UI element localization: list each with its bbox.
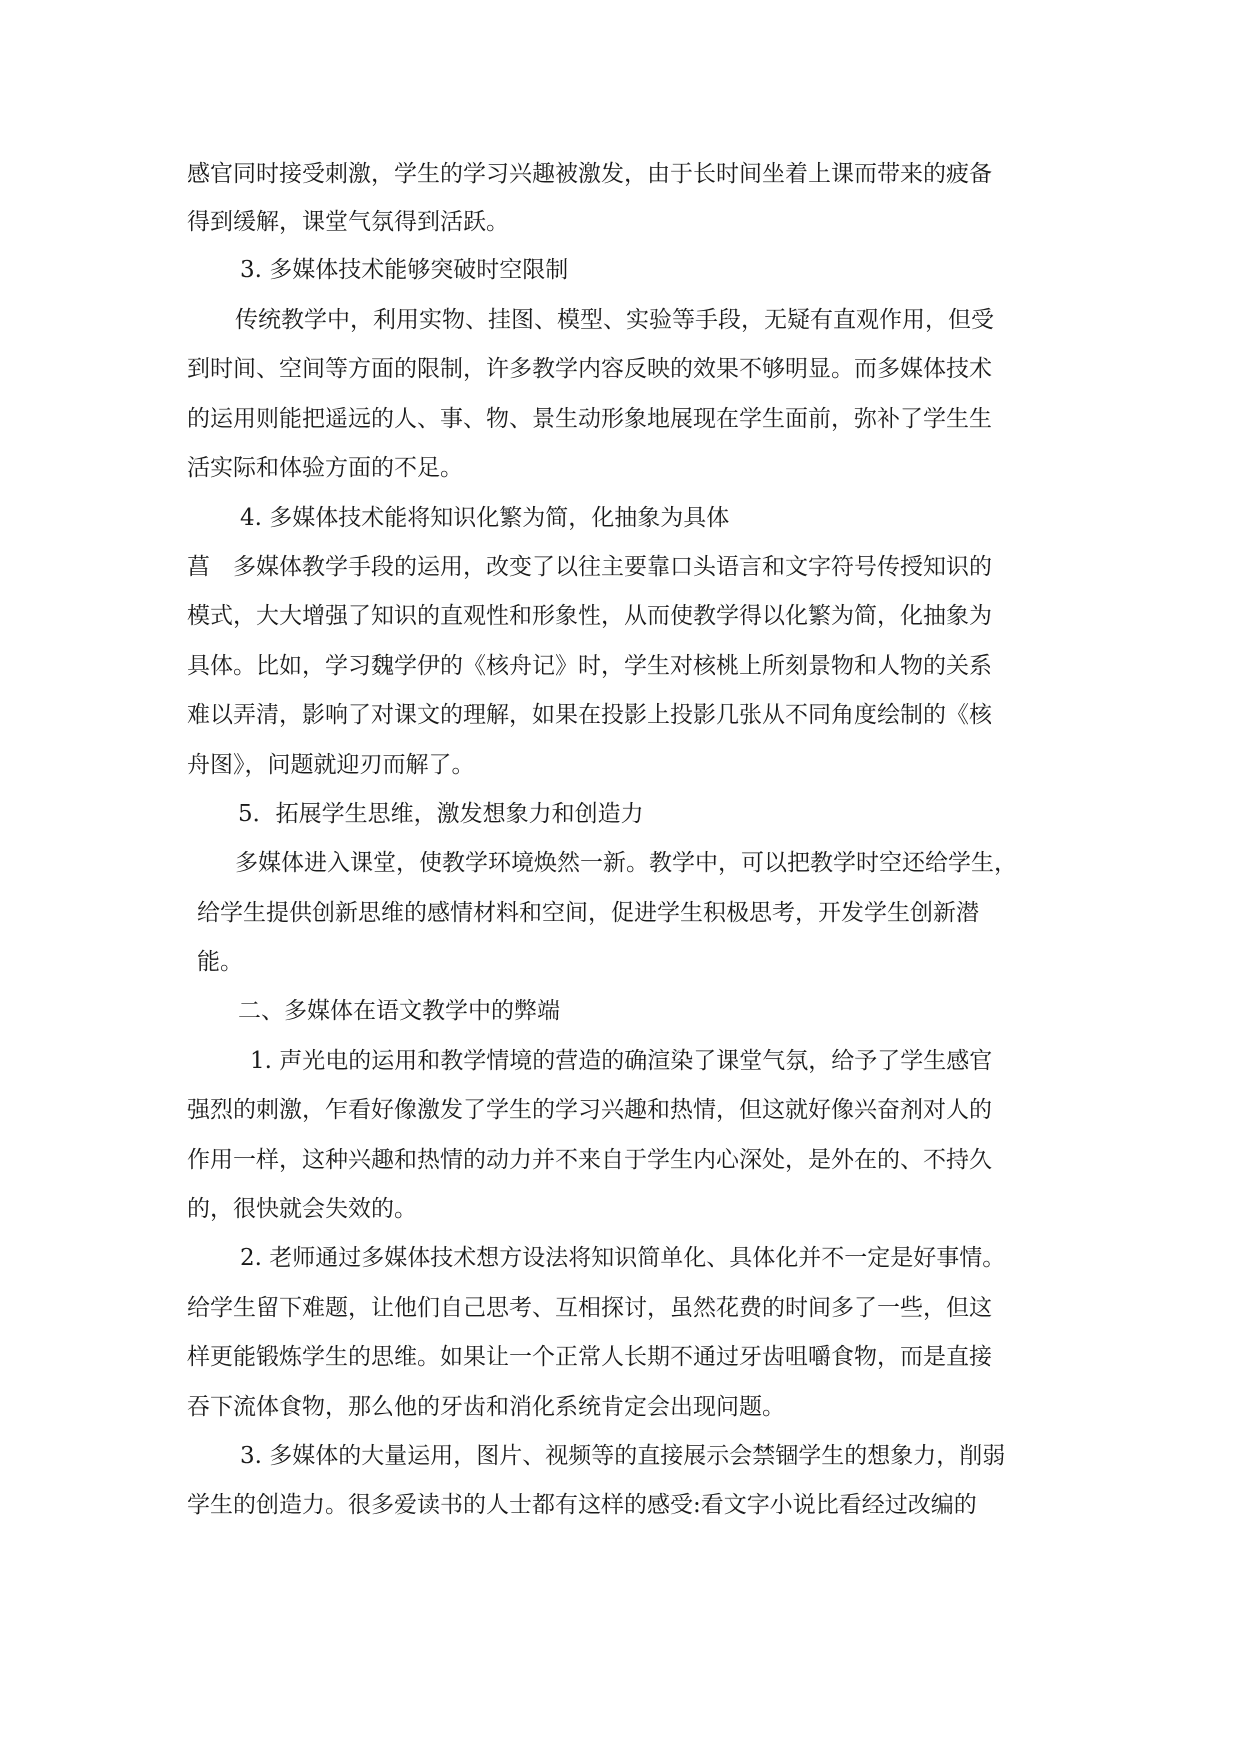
text-line: 4. 多媒体技术能将知识化繁为简，化抽象为具体 [240,505,730,531]
text-line: 样更能锻炼学生的思维。如果让一个正常人长期不通过牙齿咀嚼食物，而是直接 [187,1344,992,1370]
text-line: 二、多媒体在语文教学中的弊端 [238,998,560,1024]
text-line: 学生的创造力。很多爱读书的人士都有这样的感受:看文字小说比看经过改编的 [187,1492,977,1518]
text-line: 3. 多媒体的大量运用，图片、视频等的直接展示会禁锢学生的想象力，削弱 [240,1443,1006,1469]
text-line: 的运用则能把遥远的人、事、物、景生动形象地展现在学生面前，弥补了学生生 [187,406,992,432]
text-line: 传统教学中，利用实物、挂图、模型、实验等手段，无疑有直观作用，但受 [235,307,994,333]
text-line: 给学生提供创新思维的感情材料和空间，促进学生积极思考，开发学生创新潜 [197,900,979,926]
text-line: 5．拓展学生思维，激发想象力和创造力 [238,801,644,827]
text-line: 难以弄清，影响了对课文的理解，如果在投影上投影几张从不同角度绘制的《核 [187,702,992,728]
text-line: 菖 多媒体教学手段的运用，改变了以往主要靠口头语言和文字符号传授知识的 [187,554,992,580]
text-line: 感官同时接受刺激，学生的学习兴趣被激发，由于长时间坐着上课而带来的疲备 [187,161,992,187]
text-line: 多媒体进入课堂，使教学环境焕然一新。教学中，可以把教学时空还给学生， [235,850,1017,876]
text-line: 强烈的刺激，乍看好像激发了学生的学习兴趣和热情，但这就好像兴奋剂对人的 [187,1097,992,1123]
text-line: 模式，大大增强了知识的直观性和形象性，从而使教学得以化繁为简，化抽象为 [187,603,992,629]
text-line: 舟图》，问题就迎刃而解了。 [187,752,475,778]
text-line: 作用一样，这种兴趣和热情的动力并不来自于学生内心深处，是外在的、不持久 [187,1147,992,1173]
text-line: 到时间、空间等方面的限制，许多教学内容反映的效果不够明显。而多媒体技术 [187,356,992,382]
text-line: 具体。比如，学习魏学伊的《核舟记》时，学生对核桃上所刻景物和人物的关系 [187,653,992,679]
text-line: 的，很快就会失效的。 [187,1196,417,1222]
text-line: 得到缓解，课堂气氛得到活跃。 [187,209,509,235]
text-line: 1. 声光电的运用和教学情境的营造的确渲染了课堂气氛，给予了学生感官 [250,1048,993,1074]
text-line: 能。 [197,949,243,975]
text-line: 活实际和体验方面的不足。 [187,455,463,481]
text-line: 给学生留下难题，让他们自己思考、互相探讨，虽然花费的时间多了一些，但这 [187,1295,992,1321]
text-line: 2. 老师通过多媒体技术想方设法将知识简单化、具体化并不一定是好事情。 [240,1245,1006,1271]
text-line: 3. 多媒体技术能够突破时空限制 [240,257,569,283]
text-line: 吞下流体食物，那么他的牙齿和消化系统肯定会出现问题。 [187,1394,785,1420]
